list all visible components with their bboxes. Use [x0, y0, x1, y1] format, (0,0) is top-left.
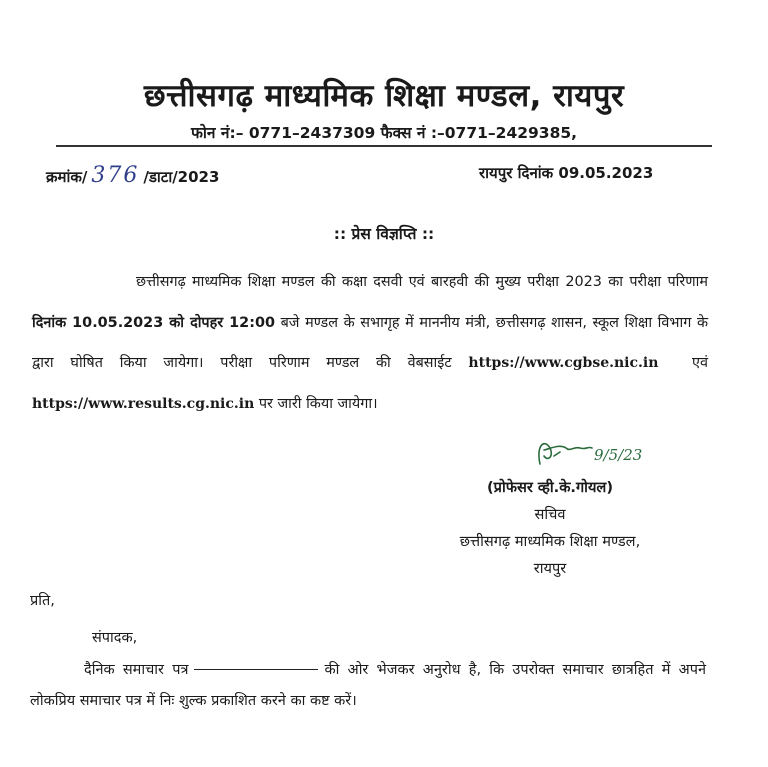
para-text-2: बजे मण्डल के सभागृह में माननीय मंत्री, छत्तीसगढ़ शासन, स्कूल शिक्षा विभाग के द्वारा घोषित किया जायेगा। परीक्षा परिणाम मण्डल की वेबसाईट: [32, 314, 708, 371]
header-divider: [56, 145, 712, 147]
reference-prefix: क्रमांक/: [46, 168, 88, 186]
signatory-name: (प्रोफेसर व्ही.के.गोयल): [487, 479, 613, 496]
reference-suffix: /डाटा/2023: [143, 168, 220, 186]
signatory-block: [400, 474, 700, 582]
issue-date: रायपुर दिनांक 09.05.2023: [479, 164, 654, 182]
signatory-city: रायपुर: [533, 560, 567, 577]
announcement-paragraph: [32, 262, 708, 424]
para-text-3: एवं: [692, 355, 709, 371]
para-text-1: छत्तीसगढ़ माध्यमिक शिक्षा मण्डल की कक्षा दसवी एवं बारहवी की मुख्य परीक्षा 2023 का परीक्षा परिणाम: [136, 274, 708, 290]
recipient-prati: प्रति,: [30, 593, 55, 609]
website-link-results[interactable]: https://www.results.cg.nic.in: [32, 395, 255, 412]
request-text-end: की ओर भेजकर अनुरोध है, कि उपरोक्त समाचार छात्रहित में अपने लोकप्रिय समाचार पत्र में निः शुल्क प्रकाशित करने का कष्ट करें।: [30, 662, 706, 709]
recipient-editor: संपादक,: [92, 630, 138, 646]
signatory-designation: सचिव: [534, 506, 566, 523]
reference-number: [46, 163, 219, 188]
request-text-start: दैनिक समाचार पत्र: [84, 662, 189, 678]
request-paragraph: [30, 655, 706, 717]
para-text-4: पर जारी किया जायेगा।: [258, 395, 378, 412]
signature-date: 9/5/23: [594, 446, 643, 464]
result-date-time: दिनांक 10.05.2023 को दोपहर 12:00: [32, 314, 275, 331]
reference-handwritten-number: 376: [91, 163, 140, 188]
contact-line: फोन नं:– 0771–2437309 फैक्स नं :–0771–2429385,: [190, 124, 578, 142]
website-link-cgbse[interactable]: https://www.cgbse.nic.in: [468, 355, 659, 371]
newspaper-blank-line: [194, 669, 318, 670]
press-release-heading: :: प्रेस विज्ञप्ति ::: [333, 225, 435, 243]
signature: [530, 434, 650, 472]
board-title: छत्तीसगढ़ माध्यमिक शिक्षा मण्डल, रायपुर: [143, 78, 625, 114]
signatory-organisation: छत्तीसगढ़ माध्यमिक शिक्षा मण्डल,: [459, 533, 641, 550]
